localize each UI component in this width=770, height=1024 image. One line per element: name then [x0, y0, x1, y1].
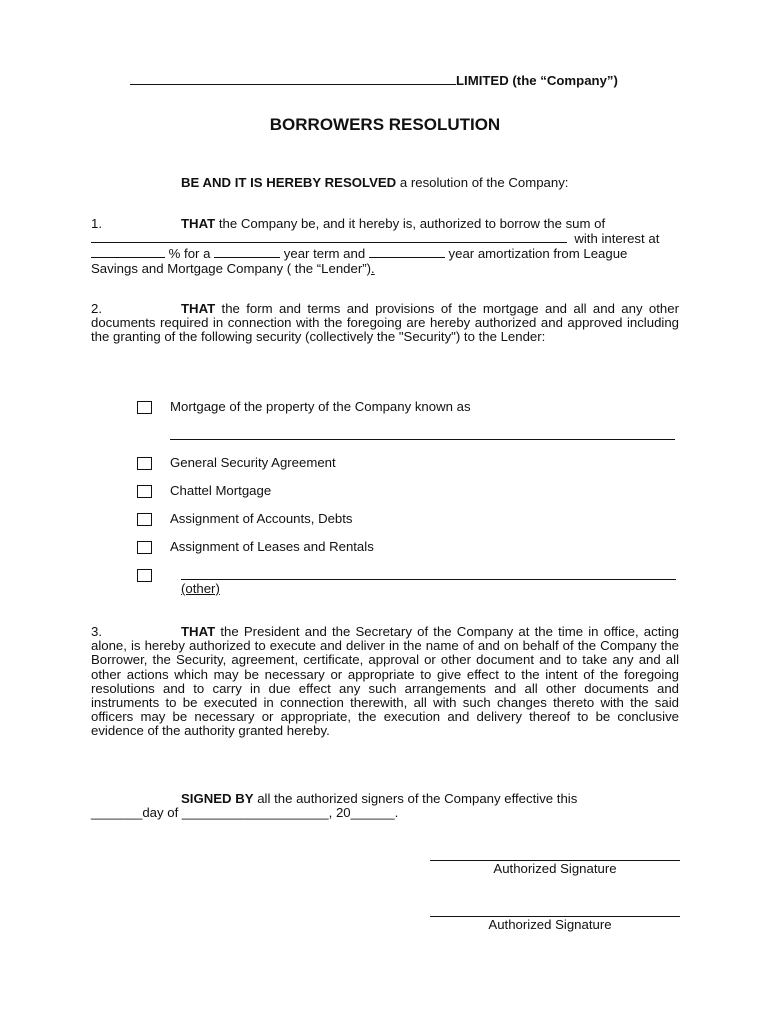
checkbox-gsa[interactable]	[137, 457, 152, 470]
document-title: BORROWERS RESOLUTION	[269, 115, 501, 134]
checkbox-chattel[interactable]	[137, 485, 152, 498]
signature-label-1: Authorized Signature	[493, 861, 617, 876]
signed-by-bold: SIGNED BY	[181, 791, 254, 806]
checkbox-other[interactable]	[137, 569, 152, 582]
paragraph-1-number: 1.	[91, 216, 102, 231]
other-security-blank[interactable]	[181, 579, 676, 580]
checkbox-accounts[interactable]	[137, 513, 152, 526]
property-description-blank[interactable]	[170, 439, 675, 440]
amortization-blank[interactable]	[369, 246, 445, 258]
preamble	[181, 175, 568, 190]
paragraph-2-number: 2.	[91, 301, 102, 316]
security-option-leases	[137, 539, 374, 554]
interest-rate-blank[interactable]	[91, 246, 165, 258]
security-option-label: Mortgage of the property of the Company known as	[170, 399, 471, 414]
paragraph-2-that: THAT	[181, 301, 216, 316]
paragraph-3-number: 3.	[91, 624, 102, 639]
paragraph-1-text-g: .	[371, 260, 375, 276]
security-option-label: (other)	[181, 581, 220, 596]
preamble-text: a resolution of the Company:	[396, 175, 569, 190]
security-option-chattel	[137, 483, 271, 498]
signed-by-text: all the authorized signers of the Company effective this	[253, 791, 578, 806]
security-option-accounts	[137, 511, 353, 526]
paragraph-3-that: THAT	[181, 624, 216, 639]
security-option-other	[137, 567, 170, 582]
paragraph-1-text-b: with interest at	[574, 231, 660, 247]
security-option-label: Assignment of Leases and Rentals	[170, 539, 374, 554]
paragraph-3	[91, 625, 679, 739]
paragraph-1	[91, 217, 679, 276]
security-option-label: General Security Agreement	[170, 455, 336, 470]
paragraph-1-text-d: year term and	[283, 246, 366, 262]
paragraph-3-text: the President and the Secretary of the Company at the time in office, acting alone, is hereby authorized to execute and deliver in the name of and on behalf of the Company the Borrower, the Security, agreement, certificate, approval or other document and to take any and all other actions which may be necessary or appropriate to give effect to the intent of the foregoing resolutions and to carry in due effect any such arrangements and all other documents and instruments to be executed in connection therewith, all with such changes thereto with the said officers may be necessary or appropriate, the execution and delivery thereof to be conclusive evidence of the authority granted hereby.	[91, 624, 679, 739]
signed-by-paragraph	[91, 792, 679, 820]
loan-amount-blank[interactable]	[91, 231, 567, 243]
paragraph-1-that: THAT	[181, 216, 216, 231]
checkbox-leases[interactable]	[137, 541, 152, 554]
paragraph-1-text-c: % for a	[168, 246, 211, 262]
security-option-gsa	[137, 455, 336, 470]
company-name-line	[130, 72, 640, 88]
company-name-blank[interactable]	[130, 72, 456, 85]
paragraph-1-text-e: year amortization from League	[448, 246, 628, 262]
company-suffix: LIMITED (the “Company”)	[456, 73, 618, 88]
term-blank[interactable]	[214, 246, 280, 258]
checkbox-mortgage[interactable]	[137, 401, 152, 414]
signature-label-2: Authorized Signature	[488, 917, 612, 932]
signed-date-line[interactable]: _______day of ____________________, 20______.	[91, 805, 399, 821]
preamble-bold: BE AND IT IS HEREBY RESOLVED	[181, 175, 397, 190]
paragraph-2	[91, 302, 679, 345]
paragraph-1-text-f: Savings and Mortgage Company ( the “Lender”)	[91, 260, 372, 276]
paragraph-1-text-a: the Company be, and it hereby is, authorized to borrow the sum of	[215, 216, 606, 231]
other-label	[181, 581, 220, 596]
security-option-mortgage	[137, 399, 471, 414]
paragraph-2-text: the form and terms and provisions of the mortgage and all and any other documents required in connection with the foregoing are hereby authorized and approved including the granting of the following security (collectively the "Security") to the Lender:	[91, 301, 679, 345]
security-option-label: Assignment of Accounts, Debts	[170, 511, 353, 526]
security-option-label: Chattel Mortgage	[170, 483, 272, 498]
